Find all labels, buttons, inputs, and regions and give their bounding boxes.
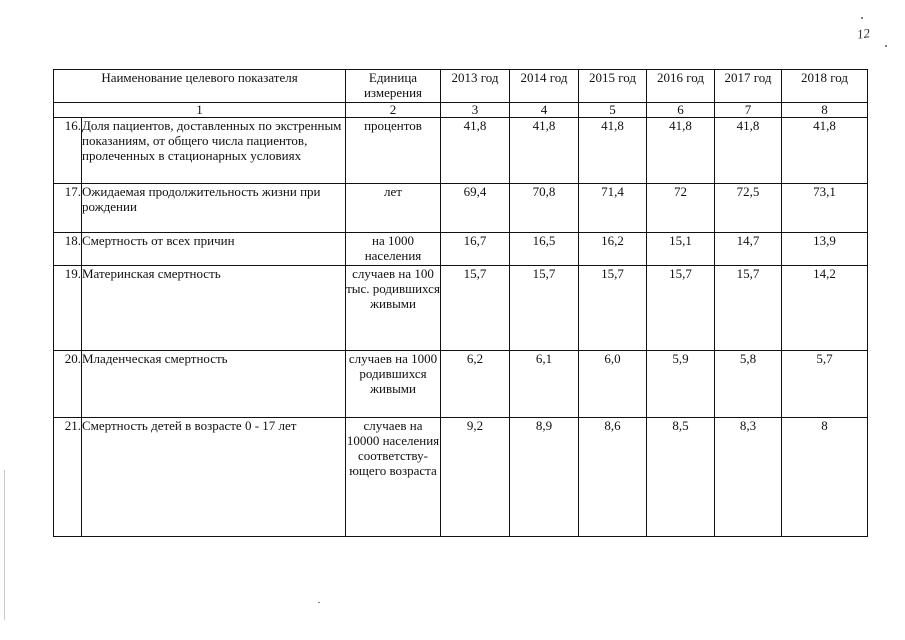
column-number: 2 bbox=[346, 103, 441, 118]
table-row bbox=[54, 118, 868, 184]
row-number: 18. bbox=[54, 233, 82, 266]
value-2015: 41,8 bbox=[579, 118, 647, 184]
indicator-unit: лет bbox=[346, 184, 441, 233]
value-2015: 6,0 bbox=[579, 351, 647, 418]
indicator-name: Смертность от всех причин bbox=[82, 233, 346, 266]
value-2016: 8,5 bbox=[647, 418, 715, 537]
indicator-unit: случаев на 100 тыс. родившихся живыми bbox=[346, 266, 441, 351]
header-year: 2014 год bbox=[510, 70, 579, 103]
value-2017: 14,7 bbox=[715, 233, 782, 266]
value-2013: 41,8 bbox=[441, 118, 510, 184]
table-row bbox=[54, 184, 868, 233]
value-2016: 5,9 bbox=[647, 351, 715, 418]
value-2016: 72 bbox=[647, 184, 715, 233]
indicator-name: Материнская смертность bbox=[82, 266, 346, 351]
header-year: 2018 год bbox=[782, 70, 868, 103]
value-2015: 15,7 bbox=[579, 266, 647, 351]
table-row bbox=[54, 266, 868, 351]
value-2016: 15,1 bbox=[647, 233, 715, 266]
value-2017: 5,8 bbox=[715, 351, 782, 418]
column-number: 5 bbox=[579, 103, 647, 118]
indicator-unit: на 1000 населения bbox=[346, 233, 441, 266]
value-2013: 6,2 bbox=[441, 351, 510, 418]
value-2014: 70,8 bbox=[510, 184, 579, 233]
row-number: 20. bbox=[54, 351, 82, 418]
column-number: 1 bbox=[54, 103, 346, 118]
table-row bbox=[54, 233, 868, 266]
header-year: 2013 год bbox=[441, 70, 510, 103]
header-year: 2017 год bbox=[715, 70, 782, 103]
header-year: 2016 год bbox=[647, 70, 715, 103]
indicator-unit: процентов bbox=[346, 118, 441, 184]
table-row bbox=[54, 351, 868, 418]
indicators-table bbox=[53, 69, 868, 537]
indicator-unit: случаев на 10000 населения соответству-ющего возраста bbox=[346, 418, 441, 537]
value-2016: 15,7 bbox=[647, 266, 715, 351]
header-row bbox=[54, 70, 868, 103]
column-number: 7 bbox=[715, 103, 782, 118]
column-number: 8 bbox=[782, 103, 868, 118]
column-number: 4 bbox=[510, 103, 579, 118]
value-2015: 16,2 bbox=[579, 233, 647, 266]
column-number: 6 bbox=[647, 103, 715, 118]
value-2018: 13,9 bbox=[782, 233, 868, 266]
value-2018: 41,8 bbox=[782, 118, 868, 184]
value-2013: 15,7 bbox=[441, 266, 510, 351]
value-2017: 72,5 bbox=[715, 184, 782, 233]
page-number: 12 bbox=[855, 25, 871, 42]
value-2018: 73,1 bbox=[782, 184, 868, 233]
header-name: Наименование целевого показателя bbox=[54, 70, 346, 103]
value-2017: 41,8 bbox=[715, 118, 782, 184]
value-2013: 69,4 bbox=[441, 184, 510, 233]
value-2014: 6,1 bbox=[510, 351, 579, 418]
value-2018: 5,7 bbox=[782, 351, 868, 418]
row-number: 17. bbox=[54, 184, 82, 233]
scan-speck bbox=[885, 45, 887, 47]
column-number: 3 bbox=[441, 103, 510, 118]
indicator-name: Младенческая смертность bbox=[82, 351, 346, 418]
value-2014: 16,5 bbox=[510, 233, 579, 266]
indicator-name: Доля пациентов, доставленных по экстренным показаниям, от общего числа пациентов, пролеченных в стационарных условиях bbox=[82, 118, 346, 184]
indicator-name: Ожидаемая продолжительность жизни при рождении bbox=[82, 184, 346, 233]
header-year: 2015 год bbox=[579, 70, 647, 103]
row-number: 19. bbox=[54, 266, 82, 351]
table-row bbox=[54, 418, 868, 537]
scan-margin-line bbox=[4, 470, 5, 620]
value-2014: 41,8 bbox=[510, 118, 579, 184]
row-number: 21. bbox=[54, 418, 82, 537]
value-2014: 8,9 bbox=[510, 418, 579, 537]
value-2013: 16,7 bbox=[441, 233, 510, 266]
header-unit: Единица измерения bbox=[346, 70, 441, 103]
value-2015: 71,4 bbox=[579, 184, 647, 233]
scan-speck bbox=[861, 17, 863, 19]
scan-speck bbox=[318, 602, 320, 603]
column-number-row bbox=[54, 103, 868, 118]
value-2018: 8 bbox=[782, 418, 868, 537]
value-2018: 14,2 bbox=[782, 266, 868, 351]
value-2015: 8,6 bbox=[579, 418, 647, 537]
value-2013: 9,2 bbox=[441, 418, 510, 537]
row-number: 16. bbox=[54, 118, 82, 184]
indicator-name: Смертность детей в возрасте 0 - 17 лет bbox=[82, 418, 346, 537]
indicator-unit: случаев на 1000 родившихся живыми bbox=[346, 351, 441, 418]
value-2016: 41,8 bbox=[647, 118, 715, 184]
value-2017: 8,3 bbox=[715, 418, 782, 537]
value-2017: 15,7 bbox=[715, 266, 782, 351]
value-2014: 15,7 bbox=[510, 266, 579, 351]
